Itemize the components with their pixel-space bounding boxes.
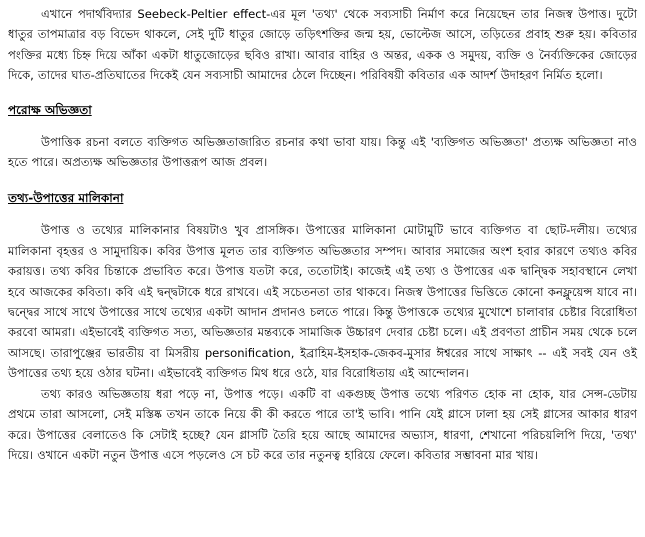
intro-paragraph: এখানে পদার্থবিদ্যার Seebeck-Peltier effect-এর মূল 'তথ্য' থেকে সব্যসাচী নির্মাণ করে নিয়েছেন তার নিজস্ব উপাত্ত। দুটো ধাতুর তাপমাত্রার বড় বিভেদ থাকলে, সেই দুটি ধাতুর জোড়ে তড়িৎশক্তির জন্ম হয়, ভোল্টেজ আসে, তড়িতের প্রবাহ শুরু হয়। কবিতার পংক্তির মধ্যে চিহ্ন দিয়ে আঁকা একটা ধাতুজোড়ের ছবিও রাখা। আবার বাহির ও অন্তর, একক ও সমুদয়, ব্যক্তি ও নৈর্ব্যক্তিকের জোড়ের দিকে, তাদের ঘাত-প্রতিঘাতের দিকেই যেন সব্যসাচী আমাদের ঠেলে দিচ্ছেন। পরিবিষয়ী কবিতার এক আদর্শ উদাহরণ নির্মিত হলো। — [8, 7, 637, 83]
data-ownership-paragraph-1: উপাত্ত ও তথ্যের মালিকানার বিষয়টাও খুব প্রাসঙ্গিক। উপাত্তের মালিকানা মোটামুটি ভাবে ব্যক্তিগত বা ছোট-দলীয়। তথ্যের মালিকানা বৃহত্তর ও সামুদায়িক। কবির উপাত্ত মূলত তার ব্যক্তিগত অভিজ্ঞতার সম্পদ। আবার সমাজের অংশ হবার কারণে তথ্যও কবির করায়ত্ত। তথ্য কবির চিন্তাকে প্রভাবিত করে। উপাত্ত যতটা করে, ততোটাই। কাজেই এই তথ্য ও উপাত্তের এক দ্বান্দ্বিক সহাবস্থানে লেখা হবে আজকের কবিতা। কবি এই দ্বন্দ্বটাকে ধরে রাখবে। এই সচেতনতা তার থাকবে। নিজস্ব উপাত্তের ভিত্তিতে কোনো কনফ্লুয়েন্স যাবে না। দ্বন্দ্বের সাথে সাথে উপাত্তের সাথে তথ্যের একটা আদান প্রদানও চলতে পারে। কিন্তু উপাত্তকে তথ্যের মুখোশে চালাবার চেষ্টার বিরোধিতা করবো আমরা। এইভাবেই ব্যক্তিগত সত্য, অভিজ্ঞতার মন্তব্যকে সামাজিক উচ্চারণ দেবার চেষ্টা চলে। এই প্রবণতা প্রাচীন সময় থেকে চলে আসছে। তারাপুঞ্জের ভারতীয় বা মিসরীয় personification, ইব্রাহিম-ইসহাক-জেকব-মুসার ঈশ্বরের সাথে সাক্ষাৎ -- এই সবই যেন ওই উপাত্তের তথ্য হয়ে ওঠার ঘটনা। এইভাবেই ব্যক্তিগত মিথ ধরে ওঠে, যার বিরোধিতায় এই আন্দোলন। — [8, 223, 637, 381]
indirect-experience-paragraph: উপাত্তিক রচনা বলতে ব্যক্তিগত অভিজ্ঞতাজারিত রচনার কথা ভাবা যায়। কিন্তু এই 'ব্যক্তিগত অভিজ্ঞতা' প্রত্যক্ষ অভিজ্ঞতা নাও হতে পারে। অপ্রত্যক্ষ অভিজ্ঞতার উপাত্তরূপ আজ প্রবল। — [8, 134, 637, 170]
section-heading-data-ownership: তথ্য-উপাত্তের মালিকানা — [8, 191, 124, 206]
data-ownership-paragraph-2: তথ্য কারও অভিজ্ঞতায় ধরা পড়ে না, উপাত্ত পড়ে। একটি বা একগুচ্ছ উপাত্ত তথ্যে পরিণত হোক না হোক, যার সেন্স-ডেটায় প্রথমে তারা আসলো, সেই মস্তিষ্ক তখন তাকে নিয়ে কী কী করতে পারে তা'ই ভাবি। পানি যেই গ্লাসে ঢালা হয় সেই গ্লাসের আকার ধারণ করে। উপাত্তের বেলাতেও কি সেটাই হচ্ছে? যেন গ্লাসটি তৈরি হয়ে আছে আমাদের অভ্যাস, ধারণা, শেখানো পরিচয়লিপি দিয়ে, 'তথ্য' দিয়ে। ওখানে একটা নতুন উপাত্ত এসে পড়লেও সে চট করে তার নতুনত্ব হারিয়ে ফেলে। কবিতার সম্ভাবনা মার খায়। — [8, 386, 637, 462]
section-heading-indirect-experience: পরোক্ষ অভিজ্ঞতা — [8, 102, 92, 117]
